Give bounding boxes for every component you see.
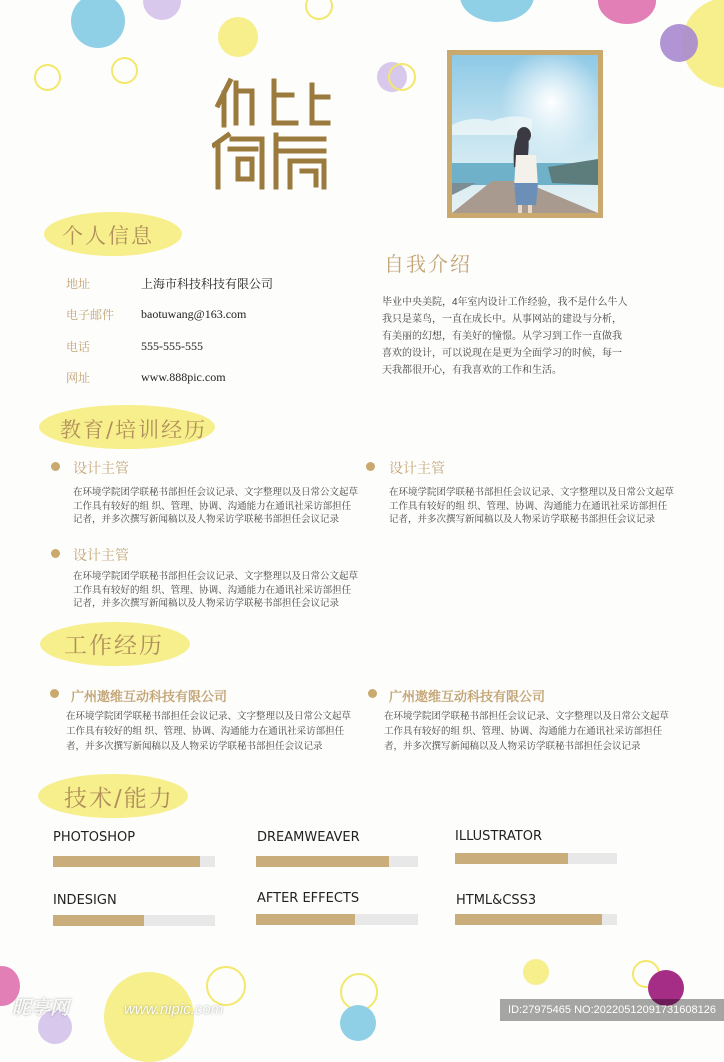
info-value: www.888pic.com bbox=[141, 370, 226, 384]
skill-name: HTML&CSS3 bbox=[456, 893, 537, 908]
decor-circle bbox=[523, 959, 549, 985]
skill-bar-track bbox=[455, 914, 617, 925]
decor-ring bbox=[34, 64, 61, 91]
section-title-education: 教育/培训经历 bbox=[60, 418, 208, 442]
decor-circle bbox=[660, 24, 698, 62]
item-title: 广州遨维互动科技有限公司 bbox=[389, 689, 546, 704]
info-label: 电子邮件 bbox=[66, 308, 115, 322]
watermark-id: ID:27975465 NO:20220512091731608126 bbox=[500, 999, 724, 1021]
skill-bar-track bbox=[53, 856, 215, 867]
bullet-dot bbox=[51, 462, 60, 471]
decor-circle bbox=[218, 17, 258, 57]
bullet-dot bbox=[50, 689, 59, 698]
info-value: 555-555-555 bbox=[141, 339, 203, 353]
text-line: 工作具有较好的组 织、管理、协调、沟通能力在通讯社采访部担任 bbox=[384, 726, 663, 737]
item-text bbox=[73, 570, 373, 611]
decor-circle bbox=[598, 0, 656, 24]
skill-name: DREAMWEAVER bbox=[257, 830, 360, 845]
text-line: 在环境学院团学联秘书部担任会议记录、文字整理以及日常公文起草 bbox=[73, 571, 359, 582]
text-line: 天我都很开心，有我喜欢的工作和生活。 bbox=[382, 365, 562, 376]
text-line: 有美丽的幻想，有美好的憧憬。从学习到工作一直做我 bbox=[382, 331, 622, 342]
item-title: 设计主管 bbox=[73, 460, 129, 476]
resume-title-logo bbox=[212, 75, 332, 190]
text-line: 者，并多次撰写新闻稿以及人物采访学联秘书部担任会议记录 bbox=[384, 741, 641, 752]
profile-photo-frame bbox=[447, 50, 603, 218]
skill-bar-track bbox=[256, 856, 418, 867]
text-line: 在环境学院团学联秘书部担任会议记录、文字整理以及日常公文起草 bbox=[389, 487, 675, 498]
skill-name: PHOTOSHOP bbox=[53, 830, 136, 845]
item-text bbox=[73, 486, 373, 527]
skill-bar-track bbox=[53, 915, 215, 926]
item-title: 设计主管 bbox=[389, 460, 445, 476]
text-line: 工作具有较好的组 织、管理、协调、沟通能力在通讯社采访部担任 bbox=[389, 500, 668, 512]
skill-name: INDESIGN bbox=[53, 893, 117, 908]
text-line: 在环境学院团学联秘书部担任会议记录、文字整理以及日常公文起草 bbox=[384, 711, 670, 722]
skill-bar-fill bbox=[256, 856, 389, 867]
watermark-logo: 昵享网 bbox=[12, 998, 70, 1019]
section-title-personal: 个人信息 bbox=[62, 224, 154, 248]
skill-name: AFTER EFFECTS bbox=[257, 891, 360, 906]
text-line: 记者，并多次撰写新闻稿以及人物采访学联秘书部担任会议记录 bbox=[73, 598, 340, 609]
skill-name: ILLUSTRATOR bbox=[455, 829, 542, 844]
section-title-work: 工作经历 bbox=[64, 633, 164, 659]
profile-photo bbox=[452, 55, 598, 213]
item-title: 广州遨维互动科技有限公司 bbox=[71, 689, 228, 704]
text-line: 工作具有较好的组 织、管理、协调、沟通能力在通讯社采访部担任 bbox=[73, 500, 352, 512]
item-text bbox=[389, 486, 689, 527]
item-text bbox=[66, 709, 366, 754]
decor-circle bbox=[143, 0, 181, 20]
text-line: 工作具有较好的组 织、管理、协调、沟通能力在通讯社采访部担任 bbox=[66, 726, 345, 737]
text-line: 喜欢的设计，可以说现在是更为全面学习的时候，每一 bbox=[382, 348, 622, 359]
text-line: 我只是菜鸟，一直在成长中。从事网站的建设与分析， bbox=[382, 314, 622, 325]
skill-bar-track bbox=[455, 853, 617, 864]
decor-circle bbox=[71, 0, 125, 48]
text-line: 在环境学院团学联秘书部担任会议记录、文字整理以及日常公文起草 bbox=[73, 487, 359, 498]
watermark-bar bbox=[0, 996, 724, 1024]
skill-bar-fill bbox=[256, 914, 355, 925]
text-line: 者，并多次撰写新闻稿以及人物采访学联秘书部担任会议记录 bbox=[66, 741, 323, 752]
info-label: 地址 bbox=[66, 277, 91, 291]
info-label: 网址 bbox=[66, 371, 91, 385]
text-line: 毕业中央美院，4年室内设计工作经验，我不是什么牛人 bbox=[382, 297, 628, 308]
bullet-dot bbox=[51, 549, 60, 558]
text-line: 记者，并多次撰写新闻稿以及人物采访学联秘书部担任会议记录 bbox=[389, 514, 656, 525]
skill-bar-fill bbox=[455, 853, 568, 864]
decor-ring bbox=[305, 0, 333, 20]
info-value: baotuwang@163.com bbox=[141, 307, 247, 321]
section-title-self-intro: 自我介绍 bbox=[384, 252, 472, 276]
bullet-dot bbox=[368, 689, 377, 698]
skill-bar-fill bbox=[53, 915, 144, 926]
text-line: 在环境学院团学联秘书部担任会议记录、文字整理以及日常公文起草 bbox=[66, 711, 352, 722]
decor-circle bbox=[460, 0, 534, 22]
info-value: 上海市科技科技有限公司 bbox=[141, 277, 274, 291]
text-line: 工作具有较好的组 织、管理、协调、沟通能力在通讯社采访部担任 bbox=[73, 584, 352, 596]
item-text bbox=[384, 709, 684, 754]
decor-ring bbox=[111, 57, 138, 84]
skill-bar-fill bbox=[455, 914, 602, 925]
watermark-url: www.nipic.com bbox=[124, 1001, 224, 1018]
skill-bar-fill bbox=[53, 856, 200, 867]
bullet-dot bbox=[366, 462, 375, 471]
text-line: 记者，并多次撰写新闻稿以及人物采访学联秘书部担任会议记录 bbox=[73, 514, 340, 525]
decor-ring bbox=[388, 63, 416, 91]
item-title: 设计主管 bbox=[73, 547, 129, 563]
section-title-skills: 技术/能力 bbox=[64, 786, 174, 812]
info-label: 电话 bbox=[66, 340, 91, 354]
self-intro-text bbox=[382, 294, 632, 379]
skill-bar-track bbox=[256, 914, 418, 925]
title-text: 个人 bbox=[212, 75, 214, 76]
